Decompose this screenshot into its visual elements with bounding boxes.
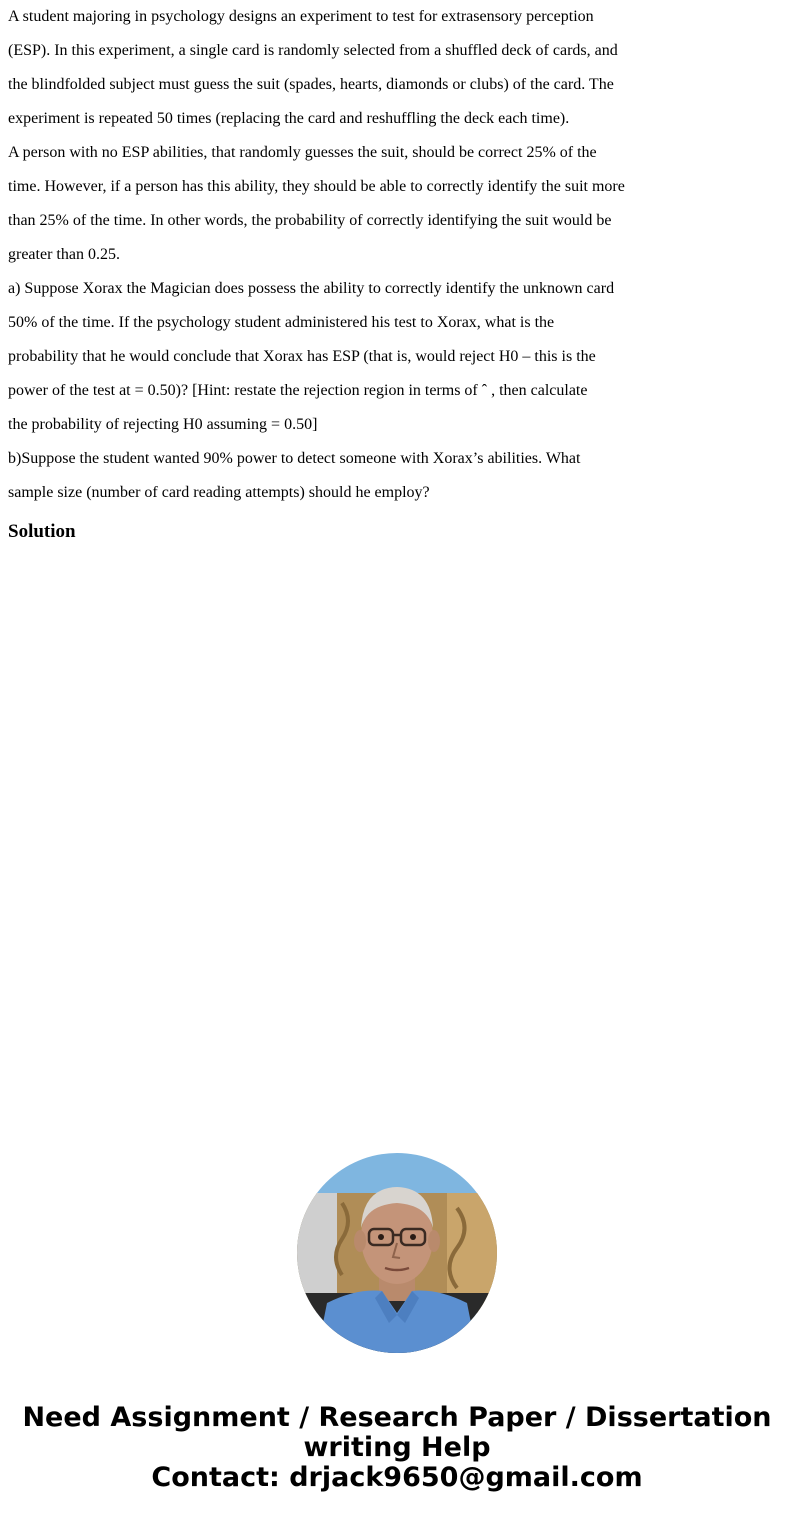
question-line: A student majoring in psychology designs an experiment to test for extrasensory perception [8,8,594,25]
question-line: (ESP). In this experiment, a single card is randomly selected from a shuffled deck of cards, and [8,42,618,59]
question-line: A person with no ESP abilities, that randomly guesses the suit, should be correct 25% of the [8,144,597,161]
question-line: power of the test at = 0.50)? [Hint: restate the rejection region in terms of ˆ , then calculate [8,382,588,399]
question-line: than 25% of the time. In other words, the probability of correctly identifying the suit would be [8,212,612,229]
question-line: experiment is repeated 50 times (replacing the card and reshuffling the deck each time). [8,110,570,127]
question-line: b)Suppose the student wanted 90% power to detect someone with Xorax’s abilities. What [8,450,581,467]
question-line: 50% of the time. If the psychology student administered his test to Xorax, what is the [8,314,555,331]
contact-email: Contact: drjack9650@gmail.com [151,1462,643,1493]
tutor-photo-icon [297,1153,497,1353]
question-line: the probability of rejecting H0 assuming = 0.50] [8,416,318,433]
promo-line: writing Help [303,1432,491,1463]
promo-line: Need Assignment / Research Paper / Dissertation [22,1402,772,1433]
question-line: time. However, if a person has this ability, they should be able to correctly identify the suit more [8,178,625,195]
question-line: the blindfolded subject must guess the suit (spades, hearts, diamonds or clubs) of the card. The [8,76,614,93]
question-line: a) Suppose Xorax the Magician does possess the ability to correctly identify the unknown card [8,280,615,297]
tutor-avatar [297,1153,497,1353]
question-line: greater than 0.25. [8,246,120,263]
promo-banner [0,1403,794,1493]
solution-heading: Solution [8,521,76,542]
question-line: sample size (number of card reading attempts) should he employ? [8,484,430,501]
question-text [8,0,648,510]
question-line: probability that he would conclude that Xorax has ESP (that is, would reject H0 – this is the [8,348,596,365]
